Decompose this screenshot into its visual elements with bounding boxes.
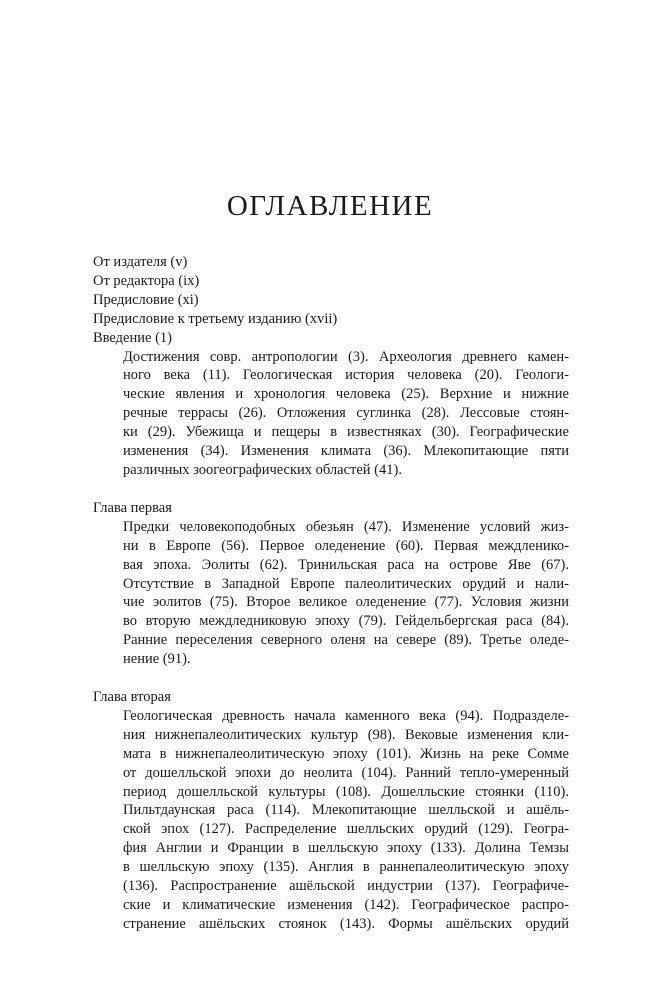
chapter-two-line: Пильтдаунская раса (114). Млекопитающие шелльской и ашёль-	[123, 802, 569, 819]
chapter-two-line: от дошелльской эпохи до неолита (104). Ранний тепло-умеренный	[123, 764, 569, 781]
front-matter-item-editor: От редактора (ix)	[93, 272, 200, 289]
chapter-two-title: Глава вторая	[93, 689, 171, 706]
table-of-contents	[93, 253, 569, 934]
chapter-one-contents	[123, 518, 569, 669]
chapter-two-line: ния нижнепалеолитических культур (98). Вековые изменения кли-	[123, 726, 569, 743]
chapter-one-line: вая эпоха. Эолиты (62). Тринильская раса на острове Яве (67).	[123, 556, 569, 573]
chapter-two-line: мата в нижнепалеолитическую эпоху (101). Жизнь на реке Сомме	[123, 745, 569, 762]
introduction-line: ного века (11). Геологическая история человека (20). Геологи-	[123, 367, 569, 384]
chapter-two-line: ские и климатические изменения (142). Географическое распро-	[123, 897, 569, 913]
chapter-two-line: Геологическая древность начала каменного века (94). Подразделе-	[123, 707, 569, 724]
chapter-one-line: нение (91).	[123, 651, 191, 668]
chapter-two	[93, 688, 569, 934]
chapter-one	[93, 499, 569, 669]
front-matter-item-introduction: Введение (1)	[93, 329, 172, 346]
chapter-two-line: (136). Распространение ашёльской индустрии (137). Географиче-	[123, 878, 569, 895]
chapter-two-line: период дошелльской культуры (108). Дошелльские стоянки (110).	[123, 783, 569, 800]
front-matter-item-preface: Предисловие (xi)	[93, 291, 199, 308]
chapter-two-contents	[123, 707, 569, 934]
front-matter-item-third-edition-preface: Предисловие к третьему изданию (xvii)	[93, 310, 338, 327]
chapter-one-title: Глава первая	[93, 499, 172, 516]
chapter-two-line: в шелльскую эпоху (135). Англия в раннепалеолитическую эпоху	[123, 859, 569, 876]
chapter-two-line: странение ашёльских стоянок (143). Формы ашёльских орудий	[123, 915, 569, 932]
chapter-two-line: ской эпох (127). Распределение шелльских орудий (129). Геогра-	[123, 821, 569, 838]
chapter-one-line: чие эолитов (75). Второе великое оледенение (77). Условия жизни	[123, 594, 569, 611]
chapter-two-line: фия Англии и Франции в шелльскую эпоху (133). Долина Темзы	[123, 840, 569, 857]
chapter-one-line: ни в Европе (56). Первое оледенение (60). Первая междленико-	[123, 537, 569, 554]
introduction-line: речные террасы (26). Отложения суглинка (28). Лессовые стоян-	[123, 405, 569, 422]
chapter-one-line: Ранние переселения северного оленя на севере (89). Третье оледе-	[123, 632, 569, 649]
page-title: ОГЛАВЛЕНИЕ	[226, 190, 434, 222]
chapter-one-line: Предки человекоподобных обезьян (47). Изменение условий жиз-	[123, 518, 569, 535]
chapter-one-line: во вторую междледниковую эпоху (79). Гейдельбергская раса (84).	[123, 613, 569, 630]
introduction-line: изменения (34). Изменения климата (36). Млекопитающие пяти	[123, 443, 569, 460]
front-matter-item-publisher: От издателя (v)	[93, 254, 188, 270]
chapter-one-line: Отсутствие в Западной Европе палеолитических орудий и нали-	[123, 575, 569, 592]
introduction-line: Достижения совр. антропологии (3). Археология древнего камен-	[123, 348, 569, 365]
introduction-line: ки (29). Убежища и пещеры в известняках (30). Географические	[123, 424, 569, 441]
introduction-contents	[123, 348, 569, 480]
introduction-line: различных зоогеографических областей (41).	[123, 461, 402, 478]
introduction-line: ческие явления и хронология человека (25). Верхние и нижние	[123, 386, 569, 403]
